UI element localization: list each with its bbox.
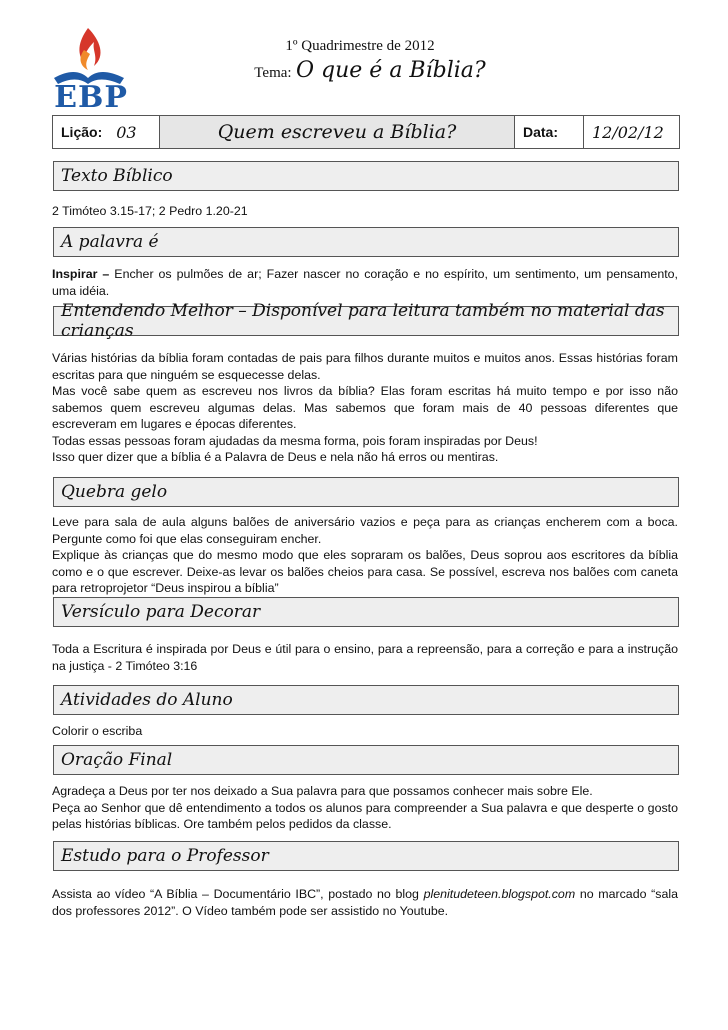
- section-quebra-gelo: [53, 477, 679, 507]
- section-title: Versículo para Decorar: [61, 602, 261, 622]
- theme-label: Tema:: [254, 65, 292, 81]
- paragraph: Isso quer dizer que a bíblia é a Palavra de Deus e nela não há erros ou mentiras.: [52, 450, 499, 464]
- paragraph: Várias histórias da bíblia foram contadas de pais para filhos durante muitos e muitos anos. Essas histórias foram escritas para que ninguém se esquecesse delas.: [52, 351, 678, 382]
- section-title: A palavra é: [61, 232, 159, 252]
- section-title: Oração Final: [61, 750, 173, 770]
- versiculo-body: Toda a Escritura é inspirada por Deus e útil para o ensino, para a repreensão, para a correção e para a instrução na justiça - 2 Timóteo 3:16: [52, 642, 678, 673]
- section-title: Entendendo Melhor – Disponível para leitura também no material das crianças: [61, 301, 665, 341]
- blog-link[interactable]: plenitudeteen.blogspot.com: [423, 887, 576, 901]
- paragraph: Peça ao Senhor que dê entendimento a todos os alunos para compreender a Sua palavra e que desperte o gosto pelas histórias bíblicas. Ore também pelos pedidos da classe.: [52, 800, 678, 831]
- palavra-definition: Encher os pulmões de ar; Fazer nascer no coração e no espírito, um sentimento, um pensamento, uma idéia.: [52, 267, 678, 298]
- section-title: Texto Bíblico: [61, 166, 173, 186]
- lesson-title: Quem escreveu a Bíblia?: [217, 121, 457, 143]
- atividades-body: Colorir o escriba: [52, 724, 143, 738]
- paragraph: Todas essas pessoas foram ajudadas da mesma forma, pois foram inspiradas por Deus!: [52, 433, 538, 448]
- section-atividades: [53, 685, 679, 715]
- palavra-body: [52, 266, 678, 299]
- logo-text: EBP: [54, 80, 128, 115]
- section-versiculo: [53, 597, 679, 627]
- section-texto-biblico: [53, 161, 679, 191]
- lesson-date: 12/02/12: [592, 122, 664, 142]
- period-heading: 1º Quadrimestre de 2012: [285, 38, 435, 54]
- date-label: Data:: [523, 124, 559, 140]
- paragraph: Leve para sala de aula alguns balões de aniversário vazios e peça para as crianças encherem com a boca. Pergunte como foi que elas conseguiram encher.: [52, 515, 678, 546]
- lesson-number-cell: [53, 116, 160, 148]
- entendendo-body: [52, 350, 678, 466]
- texto-biblico-body: 2 Timóteo 3.15-17; 2 Pedro 1.20-21: [52, 204, 248, 218]
- lesson-row: [52, 115, 680, 149]
- palavra-term: Inspirar –: [52, 267, 110, 281]
- date-cell: [584, 116, 679, 148]
- lesson-number: 03: [116, 122, 137, 142]
- ebp-logo: [48, 22, 130, 114]
- theme-title: O que é a Bíblia?: [296, 58, 486, 83]
- paragraph: Mas você sabe quem as escreveu nos livros da bíblia? Elas foram escritas há muito tempo e por isso não sabemos quem escreveu algumas delas. Mas sabemos que foram mais de 40 pessoas diferentes que escreveram em lugares e épocas diferentes.: [52, 384, 678, 431]
- oracao-body: [52, 783, 678, 833]
- lesson-label: Lição:: [61, 124, 103, 140]
- paragraph: Agradeça a Deus por ter nos deixado a Sua palavra para que possamos conhecer mais sobre Ele.: [52, 784, 593, 798]
- section-title: Quebra gelo: [61, 482, 168, 502]
- date-label-cell: [515, 116, 584, 148]
- quebra-gelo-body: [52, 514, 678, 597]
- section-title: Estudo para o Professor: [61, 846, 269, 866]
- section-palavra: [53, 227, 679, 257]
- section-entendendo: [53, 301, 679, 341]
- estudo-body: [52, 886, 678, 919]
- section-oracao: [53, 745, 679, 775]
- paragraph: Explique às crianças que do mesmo modo que eles sopraram os balões, Deus soprou aos escritores da bíblia como e o que escrever. Deixe-as levar os balões cheios para casa. Se possível, escreva nos balões com caneta para retroprojetor “Deus inspirou a bíblia”: [52, 548, 678, 595]
- theme-line: [200, 58, 540, 83]
- estudo-text-start: Assista ao vídeo “A Bíblia – Documentário IBC”, postado no blog: [52, 887, 424, 901]
- estudo-text-end: no marcado “sala dos professores 2012”. O Vídeo também pode ser assistido no Youtube.: [52, 887, 678, 918]
- section-title: Atividades do Aluno: [61, 690, 233, 710]
- section-estudo: [53, 841, 679, 871]
- lesson-title-cell: [160, 116, 515, 148]
